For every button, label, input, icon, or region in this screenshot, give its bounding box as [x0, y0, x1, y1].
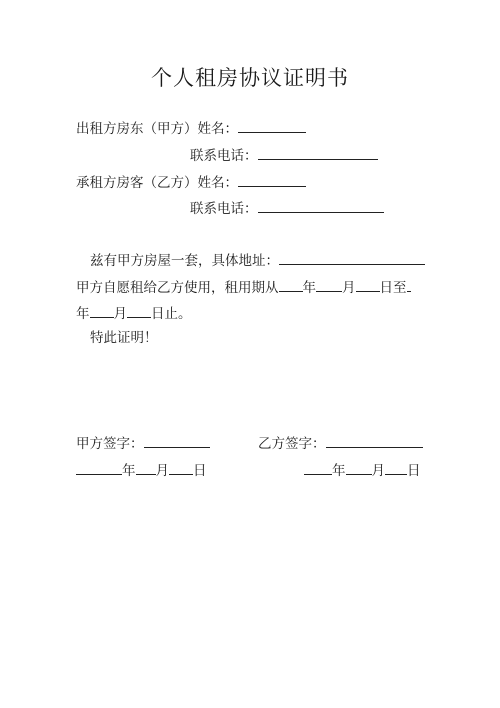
end-day-blank[interactable]	[127, 303, 151, 318]
party-b-day-blank[interactable]	[385, 460, 407, 475]
party-a-year-blank[interactable]	[76, 460, 122, 475]
party-b-month-text: 月	[371, 463, 385, 479]
lease-period-label: 甲方自愿租给乙方使用，租用期从	[76, 280, 279, 296]
end-day-text: 日止。	[151, 306, 192, 322]
party-b-signature-blank[interactable]	[326, 433, 423, 448]
tenant-phone-blank[interactable]	[258, 198, 384, 213]
party-b-date-row	[304, 460, 421, 480]
landlord-name-row	[76, 118, 306, 138]
landlord-name-label: 出租方房东（甲方）姓名：	[76, 121, 238, 137]
landlord-phone-row	[190, 145, 378, 165]
document-title: 个人租房协议证明书	[151, 66, 349, 90]
party-a-signature-row	[76, 433, 210, 453]
end-year-text: 年	[76, 306, 90, 322]
tenant-phone-label: 联系电话：	[190, 201, 258, 217]
tenant-name-blank[interactable]	[238, 172, 306, 187]
start-day-blank[interactable]	[356, 277, 380, 292]
address-row	[90, 250, 425, 270]
party-b-signature-row	[258, 433, 423, 453]
landlord-phone-blank[interactable]	[258, 145, 378, 160]
address-label: 兹有甲方房屋一套，具体地址：	[90, 253, 279, 269]
party-a-day-blank[interactable]	[169, 460, 193, 475]
party-a-signature-blank[interactable]	[144, 433, 210, 448]
end-year-blank-start[interactable]	[407, 277, 411, 292]
party-b-day-text: 日	[407, 463, 421, 479]
landlord-name-blank[interactable]	[238, 118, 306, 133]
start-year-text: 年	[302, 280, 316, 296]
end-month-text: 月	[113, 306, 127, 322]
tenant-phone-row	[190, 198, 384, 218]
party-b-year-blank[interactable]	[304, 460, 332, 475]
party-a-day-text: 日	[193, 463, 207, 479]
party-a-year-text: 年	[122, 463, 136, 479]
tenant-name-row	[76, 172, 306, 192]
closing-statement: 特此证明！	[90, 330, 158, 346]
address-blank[interactable]	[279, 250, 425, 265]
landlord-phone-label: 联系电话：	[190, 148, 258, 164]
lease-end-row	[76, 303, 192, 323]
party-a-month-text: 月	[155, 463, 169, 479]
party-b-year-text: 年	[332, 463, 346, 479]
party-a-signature-label: 甲方签字：	[76, 436, 144, 452]
start-month-text: 月	[342, 280, 356, 296]
end-month-blank[interactable]	[90, 303, 114, 318]
party-a-month-blank[interactable]	[136, 460, 156, 475]
party-b-month-blank[interactable]	[346, 460, 372, 475]
start-year-blank[interactable]	[279, 277, 303, 292]
party-a-date-row	[76, 460, 207, 480]
party-b-signature-label: 乙方签字：	[258, 436, 326, 452]
start-day-text: 日至	[379, 280, 407, 296]
tenant-name-label: 承租方房客（乙方）姓名：	[76, 175, 238, 191]
start-month-blank[interactable]	[316, 277, 342, 292]
lease-period-row	[76, 277, 411, 297]
